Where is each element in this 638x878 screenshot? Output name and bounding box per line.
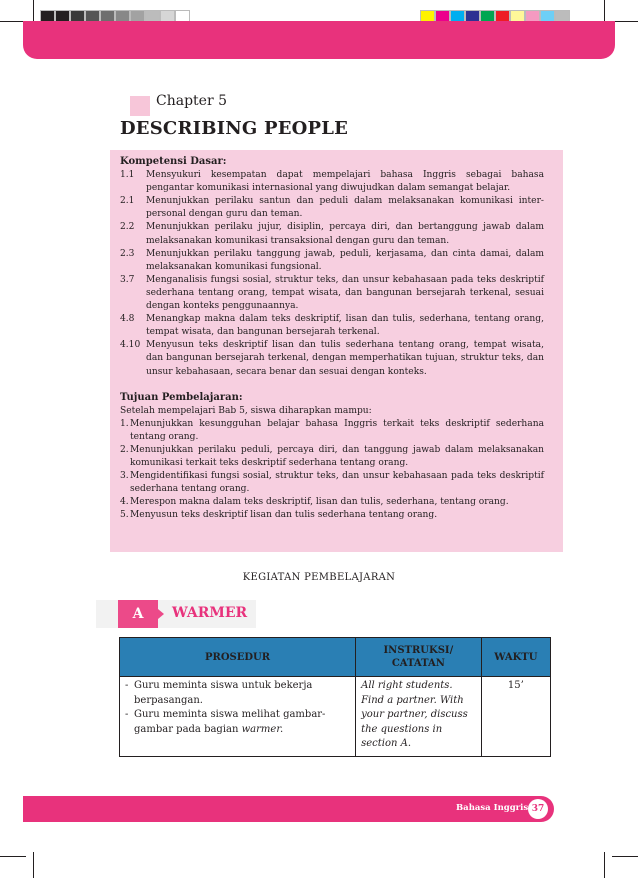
header-band <box>23 21 615 59</box>
section-arrow-icon <box>158 609 164 619</box>
section-title: WARMER <box>172 605 248 621</box>
kompetensi-list <box>120 169 544 379</box>
header-waktu: WAKTU <box>481 638 550 677</box>
table-header-row <box>120 638 551 677</box>
page-number: 37 <box>528 799 548 819</box>
book-title: Bahasa Inggris <box>456 803 529 813</box>
kompetensi-item: 1.1 Mensyukuri kesempatan dapat mempelajari bahasa Inggris sebagai bahasa pengantar komunikasi internasional yang diwujudkan dalam semangat belajar. <box>120 170 544 194</box>
tujuan-heading: Tujuan Pembelajaran: <box>120 391 243 403</box>
header-instruksi: INSTRUKSI/ CATATAN <box>356 638 482 677</box>
table-row <box>120 677 551 757</box>
cell-prosedur <box>120 677 356 757</box>
chapter-marker <box>130 96 150 116</box>
tujuan-item: 3. Mengidentifikasi fungsi sosial, struktur teks, dan unsur kebahasaan pada teks deskriptif sederhana tentang orang. <box>120 471 544 495</box>
tujuan-item: 2. Menunjukkan perilaku peduli, percaya diri, dan tanggung jawab dalam melaksanakan komunikasi terkait teks deskriptif sederhana tentang orang. <box>120 444 544 469</box>
crop-mark <box>612 21 638 22</box>
tujuan-intro: Setelah mempelajari Bab 5, siswa diharapkan mampu: <box>120 405 372 416</box>
procedure-step: - Guru meminta siswa untuk bekerja berpasangan. <box>125 680 313 706</box>
crop-mark <box>604 852 605 878</box>
kompetensi-item: 3.7 Menganalisis fungsi sosial, struktur teks, dan unsur kebahasaan pada teks deskriptif sederhana tentang orang, tempat wisata, dan bangunan bersejarah terkenal, sesuai dengan konteks penggunaannya. <box>120 274 544 312</box>
kompetensi-item: 2.2 Menunjukkan perilaku jujur, disiplin, percaya diri, dan bertanggung jawab dalam melaksanakan komunikasi transaksional dengan guru dan teman. <box>120 222 544 246</box>
section-letter: A <box>118 600 158 628</box>
procedure-table <box>119 637 551 757</box>
kompetensi-item: 4.8 Menangkap makna dalam teks deskriptif, lisan dan tulis, sederhana, tentang orang, tempat wisata, dan bangunan bersejarah terkenal. <box>120 314 544 338</box>
tujuan-item: 4. Merespon makna dalam teks deskriptif, lisan dan tulis, sederhana, tentang orang. <box>120 497 509 508</box>
tujuan-item: 1. Menunjukkan kesungguhan belajar bahasa Inggris terkait teks deskriptif sederhana tentang orang. <box>120 418 544 442</box>
tujuan-item: 5. Menyusun teks deskriptif lisan dan tulis sederhana tentang orang. <box>120 510 438 521</box>
chapter-title: DESCRIBING PEOPLE <box>120 118 349 139</box>
kompetensi-item: 2.1 Menunjukkan perilaku santun dan peduli dalam melaksanakan komunikasi inter-personal dengan guru dan teman. <box>120 196 544 220</box>
procedure-step: - Guru meminta siswa melihat gambar-gambar pada bagian warmer. <box>125 709 326 735</box>
header-prosedur: PROSEDUR <box>120 638 356 677</box>
cell-waktu: 15’ <box>481 677 550 757</box>
kompetensi-item: 4.10 Menyusun teks deskriptif lisan dan tulis sederhana tentang orang, tempat wisata, dan bangunan bersejarah terkenal, dengan memperhatikan tujuan, struktur teks, dan unsur kebahasaan, secara benar dan sesuai dengan konteks. <box>120 340 544 377</box>
crop-mark <box>0 856 26 857</box>
crop-mark <box>33 852 34 878</box>
kompetensi-item: 2.3 Menunjukkan perilaku tanggung jawab, peduli, kerjasama, dan cinta damai, dalam melaksanakan komunikasi fungsional. <box>120 248 544 272</box>
crop-mark <box>612 856 638 857</box>
chapter-label: Chapter 5 <box>156 93 227 109</box>
competency-box <box>110 150 563 552</box>
activities-heading: KEGIATAN PEMBELAJARAN <box>242 572 396 583</box>
cell-instruksi: All right students. Find a partner. With your partner, discuss the questions in section A. <box>356 677 482 757</box>
tujuan-list <box>120 418 544 523</box>
kompetensi-heading: Kompetensi Dasar: <box>120 156 227 167</box>
